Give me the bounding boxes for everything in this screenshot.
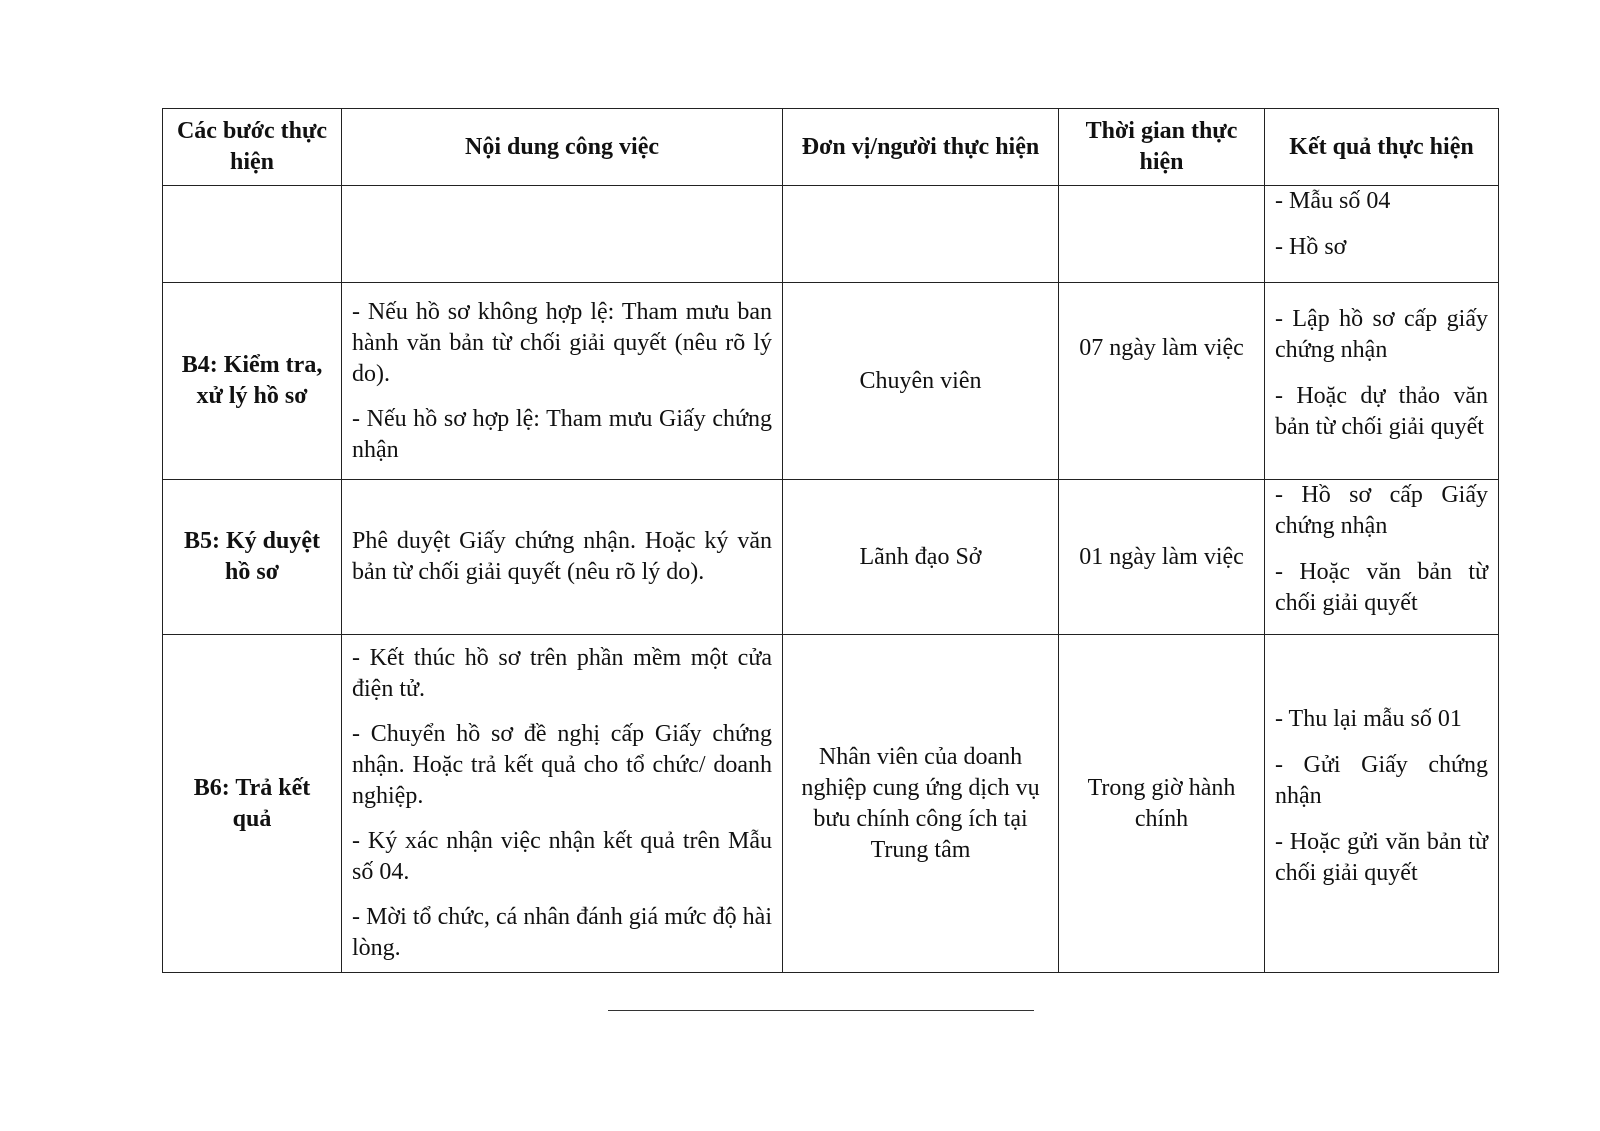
header-result: Kết quả thực hiện <box>1265 109 1499 186</box>
time-cell: Trong giờ hành chính <box>1059 635 1265 973</box>
result-cell <box>1265 186 1499 283</box>
content-cell <box>342 635 783 973</box>
table-header-row <box>163 109 1499 186</box>
table-row <box>163 635 1499 973</box>
time-cell: 07 ngày làm việc <box>1059 283 1265 480</box>
content-item: - Nếu hồ sơ hợp lệ: Tham mưu Giấy chứng nhận <box>352 405 772 463</box>
result-cell <box>1265 635 1499 973</box>
content-cell <box>342 186 783 283</box>
result-item: - Hoặc gửi văn bản từ chối giải quyết <box>1275 828 1488 886</box>
result-item: - Hồ sơ cấp Giấy chứng nhận <box>1275 482 1488 539</box>
header-steps: Các bước thực hiện <box>163 109 342 186</box>
content-cell <box>342 480 783 635</box>
table-row <box>163 283 1499 480</box>
footer-divider <box>608 1010 1034 1011</box>
header-unit: Đơn vị/người thực hiện <box>783 109 1059 186</box>
step-cell <box>163 186 342 283</box>
result-item: - Hoặc văn bản từ chối giải quyết <box>1275 559 1488 616</box>
header-content: Nội dung công việc <box>342 109 783 186</box>
result-cell <box>1265 480 1499 635</box>
unit-cell <box>783 186 1059 283</box>
result-item: - Lập hồ sơ cấp giấy chứng nhận <box>1275 306 1488 363</box>
table-row <box>163 480 1499 635</box>
content-item: Phê duyệt Giấy chứng nhận. Hoặc ký văn bản từ chối giải quyết (nêu rõ lý do). <box>352 528 772 585</box>
procedure-table <box>162 108 1499 973</box>
result-cell <box>1265 283 1499 480</box>
content-item: - Kết thúc hồ sơ trên phần mềm một cửa điện tử. <box>352 645 772 702</box>
unit-cell: Chuyên viên <box>783 283 1059 480</box>
content-item: - Ký xác nhận việc nhận kết quả trên Mẫu số 04. <box>352 828 772 885</box>
result-item: - Hoặc dự thảo văn bản từ chối giải quyết <box>1275 383 1488 440</box>
content-cell <box>342 283 783 480</box>
result-item: - Mẫu số 04 <box>1275 188 1391 214</box>
unit-cell: Lãnh đạo Sở <box>783 480 1059 635</box>
step-cell: B4: Kiểm tra, xử lý hồ sơ <box>163 283 342 480</box>
step-cell: B5: Ký duyệt hồ sơ <box>163 480 342 635</box>
result-item: - Thu lại mẫu số 01 <box>1275 705 1462 732</box>
result-item: - Hồ sơ <box>1275 234 1347 260</box>
header-time: Thời gian thực hiện <box>1059 109 1265 186</box>
table-row <box>163 186 1499 283</box>
content-item: - Chuyển hồ sơ đề nghị cấp Giấy chứng nhận. Hoặc trả kết quả cho tổ chức/ doanh nghiệp. <box>352 721 772 809</box>
content-item: - Mời tổ chức, cá nhân đánh giá mức độ hài lòng. <box>352 904 772 961</box>
result-item: - Gửi Giấy chứng nhận <box>1275 751 1488 809</box>
content-item: - Nếu hồ sơ không hợp lệ: Tham mưu ban hành văn bản từ chối giải quyết (nêu rõ lý do). <box>352 298 772 387</box>
step-cell: B6: Trả kết quả <box>163 635 342 973</box>
time-cell: 01 ngày làm việc <box>1059 480 1265 635</box>
time-cell <box>1059 186 1265 283</box>
unit-cell: Nhân viên của doanh nghiệp cung ứng dịch vụ bưu chính công ích tại Trung tâm <box>783 635 1059 973</box>
